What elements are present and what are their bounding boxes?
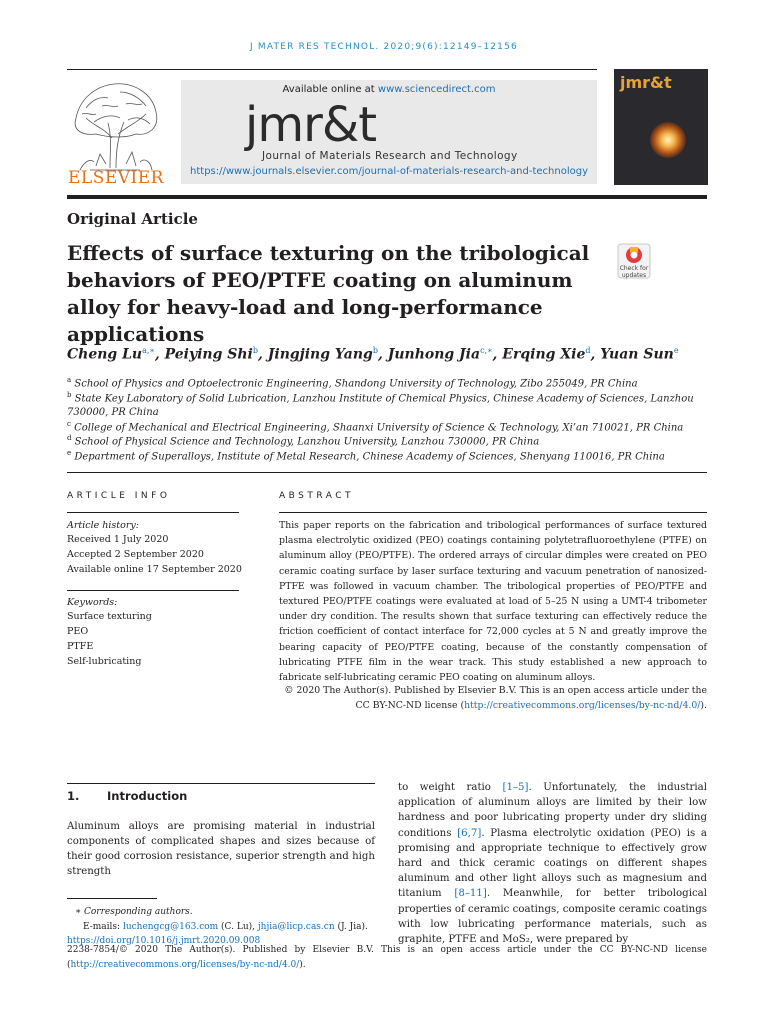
journal-logo: jmr&t — [245, 97, 377, 153]
citation-link[interactable]: [6,7] — [457, 827, 482, 839]
author-name[interactable]: Peiying Shi — [164, 346, 253, 363]
article-title: Effects of surface texturing on the tribological behaviors of PEO/PTFE coating on aluminum alloy for heavy-load and long-performance applications — [67, 241, 590, 346]
top-divider — [67, 69, 597, 70]
bottom-license — [67, 943, 707, 972]
license-line-1: © 2020 The Author(s). Published by Elsevier B.V. This is an open access article under the — [284, 685, 707, 696]
author-separator: , — [258, 346, 268, 363]
affiliation-text: School of Physical Science and Technology, Lanzhou University, Lanzhou 730000, PR China — [74, 436, 540, 448]
intro-text-fragment: to weight ratio — [398, 782, 503, 793]
affiliation-text: School of Physics and Optoelectronic Engineering, Shandong University of Technology, Zibo 255049, PR China — [74, 378, 638, 390]
bottom-license-suffix: ). — [299, 959, 306, 970]
doi-link[interactable]: https://doi.org/10.1016/j.jmrt.2020.09.008 — [67, 936, 261, 946]
affiliations-divider — [67, 472, 707, 473]
affiliation-marker: c — [67, 420, 71, 428]
cover-image — [650, 122, 686, 158]
journal-homepage-link[interactable]: https://www.journals.elsevier.com/journal-of-materials-research-and-technology — [190, 166, 588, 177]
available-online-line — [181, 84, 597, 95]
sciencedirect-link[interactable]: www.sciencedirect.com — [377, 84, 496, 95]
emails-line — [67, 920, 387, 935]
email-link-jia[interactable]: jhjia@licp.cas.cn — [257, 921, 335, 932]
cover-title: jmr&t — [620, 73, 672, 92]
keywords-rule — [67, 590, 239, 591]
author-separator: , — [590, 346, 601, 363]
license-link[interactable]: http://creativecommons.org/licenses/by-nc-nd/4.0/ — [464, 700, 701, 711]
keyword-item: Surface texturing — [67, 611, 152, 622]
email-link-lu[interactable]: luchengcg@163.com — [122, 921, 219, 932]
affiliation-marker: e — [67, 449, 72, 457]
header-divider — [67, 195, 707, 199]
author-name[interactable]: Yuan Sun — [600, 346, 674, 363]
intro-paragraph-left: Aluminum alloys are promising material in industrial components of complicated shapes and sizes because of their good corrosion resistance, superior strength and high strength — [67, 821, 375, 877]
affiliation-item — [67, 446, 707, 464]
journal-full-name: Journal of Materials Research and Technology — [262, 150, 518, 162]
author-name[interactable]: Junhong Jia — [387, 346, 481, 363]
email-owner-jia: (J. Jia). — [334, 921, 368, 932]
author-separator: , — [492, 346, 503, 363]
journal-reference: J MATER RES TECHNOL. 2020;9(6):12149–12156 — [250, 42, 518, 52]
corresponding-label: ∗ Corresponding authors. — [75, 907, 193, 917]
author-name[interactable]: Cheng Lu — [67, 346, 143, 363]
emails-label: E-mails: — [83, 921, 123, 932]
email-owner-lu: (C. Lu), — [218, 921, 258, 932]
intro-text-fragment: . Meanwhile, for better tribological properties of ceramic coatings, composite ceramic coatings with low lubricating performance materials, such as graphite, PTFE and MoS₂, were prepared by — [398, 888, 707, 946]
affiliation-text: Department of Superalloys, Institute of Metal Research, Chinese Academy of Sciences, Shenyang 110016, PR China — [74, 451, 665, 463]
intro-text-fragment: . Unfortunately, the industrial application of aluminum alloys are limited by their low hardness and poor lubricating property under dry sliding conditions — [398, 782, 707, 839]
available-prefix: Available online at — [282, 84, 378, 95]
affiliation-item — [67, 388, 707, 420]
article-info-heading: ARTICLE INFO — [67, 491, 171, 501]
author-separator: , — [154, 346, 165, 363]
article-history — [67, 532, 242, 577]
bottom-license-link[interactable]: http://creativecommons.org/licenses/by-nc-nd/4.0/ — [70, 959, 300, 970]
history-item: Accepted 2 September 2020 — [67, 549, 204, 560]
abstract-rule — [279, 512, 707, 513]
author-name[interactable]: Jingjing Yang — [267, 346, 373, 363]
intro-section-number: 1. — [67, 789, 80, 803]
publisher-wordmark: ELSEVIER — [68, 168, 164, 188]
keyword-item: Self-lubricating — [67, 656, 142, 667]
footnote-rule — [67, 898, 157, 899]
article-type: Original Article — [67, 210, 198, 228]
check-for-updates-label: Check for updates — [619, 265, 649, 279]
author-affiliation-marker[interactable]: e — [673, 346, 679, 355]
affiliation-marker: a — [67, 376, 72, 384]
citation-link[interactable]: [8–11] — [454, 888, 487, 900]
history-item: Available online 17 September 2020 — [67, 564, 242, 575]
keyword-item: PTFE — [67, 641, 94, 652]
author-affiliation-marker[interactable]: b — [372, 346, 378, 355]
affiliation-text: College of Mechanical and Electrical Engineering, Shaanxi University of Science & Technology, Xi’an 710021, PR China — [74, 422, 684, 434]
journal-homepage-line — [181, 166, 597, 177]
author-affiliation-marker[interactable]: a,∗ — [142, 346, 155, 355]
license-line-2-prefix: CC BY-NC-ND license ( — [355, 700, 465, 711]
abstract-heading: ABSTRACT — [279, 491, 355, 501]
intro-text-fragment: . Plasma electrolytic oxidation (PEO) is a promising and appropriate technique to effectively grow hard and thick ceramic coatings on different shapes aluminum and other light alloys such as magnesium and titanium — [398, 827, 707, 900]
author-affiliation-marker[interactable]: c,∗ — [480, 346, 493, 355]
author-affiliation-marker[interactable]: d — [585, 346, 591, 355]
affiliation-text: State Key Laboratory of Solid Lubrication, Lanzhou Institute of Chemical Physics, Chinese Academy of Sciences, Lanzhou 730000, PR China — [67, 393, 694, 419]
author-affiliation-marker[interactable]: b — [252, 346, 258, 355]
intro-section-title: Introduction — [107, 789, 188, 803]
author-list — [67, 346, 679, 363]
keywords-label: Keywords: — [67, 597, 118, 608]
history-item: Received 1 July 2020 — [67, 534, 169, 545]
intro-rule — [67, 783, 375, 784]
keyword-list — [67, 609, 152, 669]
corresponding-footnote — [67, 905, 387, 949]
abstract-text: This paper reports on the fabrication and tribological performances of surface textured plasma electrolytic oxidized (PEO) coatings containing polytetrafluoroethylene (PTFE) on aluminum alloy (PEO/PTFE). The ordered arrays of circular dimples were created on PEO ceramic coating surface by laser surface texturing and vacuum penetration of nanosized-PTFE was followed in vacuum chamber. The tribological properties of PEO/PTFE and textured PEO/PTFE coatings were evaluated at load of 5–25 N using a UMT-4 tribometer under dry condition. The results shown that surface texturing can effectively reduce the friction coefficient of contact interface for 72,000 cycles at 5 N and greatly improve the bearing capacity of PEO/PTFE coating, because of the constantly compensation of lubricating PTFE film in the wear track. This study established a new approach to fabricate self-lubricating ceramic PEO coating on aluminum alloys. — [279, 520, 707, 684]
affiliation-marker: b — [67, 391, 72, 399]
intro-paragraph-right — [398, 780, 707, 947]
keyword-item: PEO — [67, 626, 89, 637]
abstract-license — [279, 683, 707, 713]
author-separator: , — [377, 346, 388, 363]
article-info-rule — [67, 512, 239, 513]
license-line-2-suffix: ). — [700, 700, 707, 711]
author-name[interactable]: Erqing Xie — [502, 346, 586, 363]
bottom-license-prefix: 2238-7854/© 2020 The Author(s). Published by Elsevier B.V. This is an open access article under the CC BY-NC-ND license ( — [67, 945, 707, 970]
citation-link[interactable]: [1–5] — [502, 782, 529, 793]
history-label: Article history: — [67, 520, 139, 531]
affiliation-marker: d — [67, 434, 72, 442]
